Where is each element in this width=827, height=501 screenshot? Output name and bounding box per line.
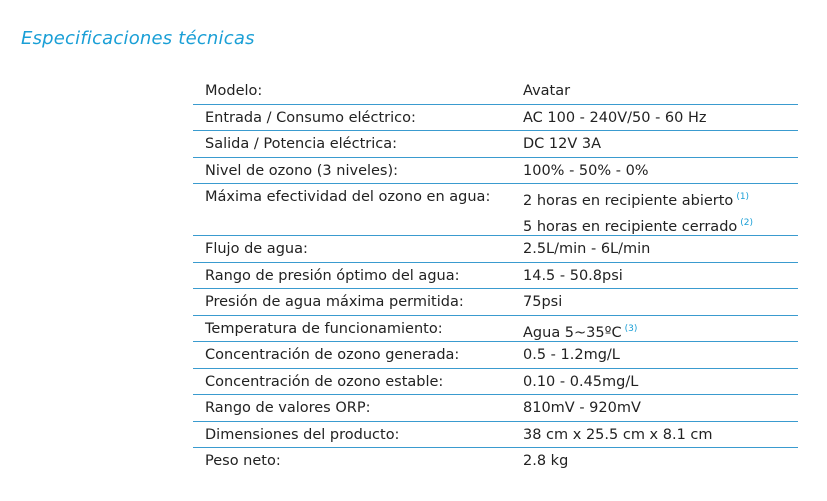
- spec-row: [193, 236, 798, 263]
- spec-row: [193, 131, 798, 158]
- spec-value: 0.5 - 1.2mg/L: [523, 347, 620, 363]
- spec-label: Rango de presión óptimo del agua:: [205, 267, 460, 284]
- spec-row: [193, 422, 798, 449]
- spec-value: 0.10 - 0.45mg/L: [523, 373, 639, 390]
- spec-row: [193, 395, 798, 422]
- section-title: Especificaciones técnicas: [21, 28, 255, 49]
- spec-value: 75psi: [523, 294, 563, 310]
- spec-value: [523, 210, 798, 236]
- spec-value: 38 cm x 25.5 cm x 8.1 cm: [523, 426, 713, 443]
- spec-label: Concentración de ozono generada:: [205, 347, 460, 363]
- spec-row: [193, 158, 798, 185]
- spec-row: [193, 263, 798, 290]
- spec-value: 2.8 kg: [523, 453, 569, 469]
- spec-label: Concentración de ozono estable:: [205, 373, 444, 390]
- spec-value: 810mV - 920mV: [523, 400, 641, 416]
- spec-row: [193, 289, 798, 316]
- spec-value-text: 5 horas en recipiente cerrado: [523, 218, 738, 235]
- spec-label: Salida / Potencia eléctrica:: [205, 136, 397, 152]
- spec-value: [523, 184, 798, 210]
- spec-label: Modelo:: [205, 83, 263, 99]
- spec-label: Dimensiones del producto:: [205, 426, 400, 443]
- spec-value: 2.5L/min - 6L/min: [523, 241, 651, 257]
- spec-value-text: Agua 5~35ºC: [523, 324, 622, 341]
- spec-row: [193, 316, 798, 343]
- spec-row: [193, 78, 798, 105]
- spec-value: DC 12V 3A: [523, 136, 602, 152]
- spec-value: AC 100 - 240V/50 - 60 Hz: [523, 109, 707, 126]
- spec-row: [193, 105, 798, 132]
- spec-label: Entrada / Consumo eléctrico:: [205, 109, 416, 126]
- spec-row: [193, 184, 798, 236]
- spec-row: [193, 448, 798, 475]
- spec-value: 14.5 - 50.8psi: [523, 267, 623, 284]
- spec-row: [193, 369, 798, 396]
- footnote-marker: (3): [624, 323, 638, 334]
- spec-row: [193, 342, 798, 369]
- spec-value-text: 2 horas en recipiente abierto: [523, 192, 734, 209]
- spec-label: Temperatura de funcionamiento:: [205, 320, 443, 337]
- spec-value: Avatar: [523, 83, 571, 99]
- spec-label: Rango de valores ORP:: [205, 400, 371, 416]
- spec-label: Flujo de agua:: [205, 241, 308, 257]
- spec-value: [523, 316, 798, 342]
- footnote-marker: (2): [740, 218, 754, 228]
- spec-value: 100% - 50% - 0%: [523, 162, 649, 179]
- spec-label: Presión de agua máxima permitida:: [205, 294, 464, 310]
- spec-label: Máxima efectividad del ozono en agua:: [205, 189, 491, 205]
- footnote-marker: (1): [736, 192, 750, 202]
- spec-label: Peso neto:: [205, 453, 281, 469]
- spec-table: [193, 78, 798, 475]
- spec-label: Nivel de ozono (3 niveles):: [205, 162, 399, 179]
